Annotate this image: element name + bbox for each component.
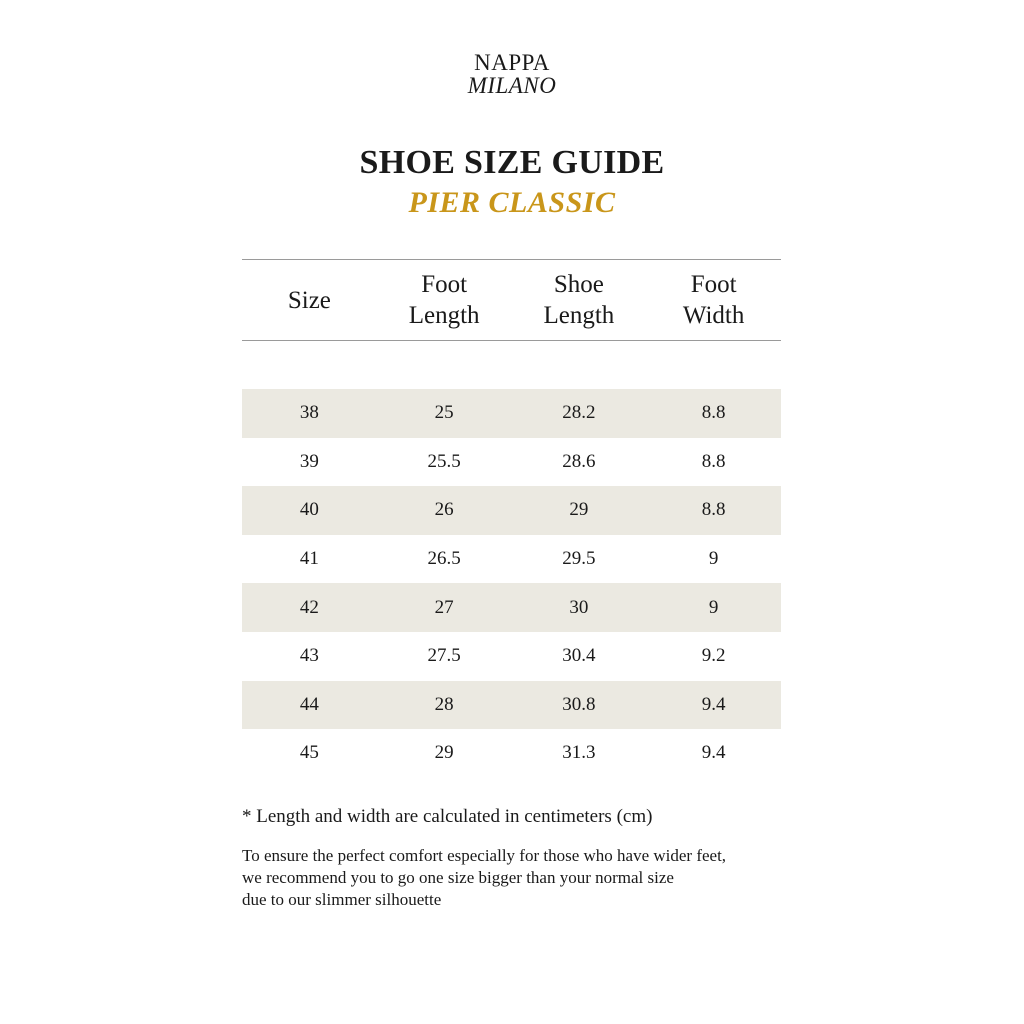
cell-size: 40 bbox=[299, 499, 319, 521]
cell-foot-width: 9.2 bbox=[701, 645, 726, 667]
recommendation-line: due to our slimmer silhouette bbox=[242, 890, 442, 909]
cell-foot-length: 27 bbox=[434, 596, 454, 618]
cell-foot-width: 8.8 bbox=[701, 499, 726, 521]
table-row bbox=[242, 438, 781, 487]
table-row bbox=[242, 486, 781, 535]
cell-foot-length: 26 bbox=[434, 499, 454, 521]
header-label: Width bbox=[682, 302, 745, 329]
cell-shoe-length: 29 bbox=[569, 499, 589, 521]
page-subtitle: PIER CLASSIC bbox=[408, 186, 616, 219]
header-foot-width bbox=[646, 269, 781, 331]
size-table bbox=[242, 259, 781, 764]
header-size bbox=[242, 285, 377, 316]
cell-foot-width: 9 bbox=[708, 548, 719, 570]
table-row bbox=[242, 632, 781, 681]
cell-foot-length: 25 bbox=[434, 402, 454, 424]
units-note: * Length and width are calculated in centimeters (cm) bbox=[242, 806, 653, 827]
cell-shoe-length: 30.8 bbox=[562, 693, 596, 715]
table-row bbox=[242, 583, 781, 632]
recommendation-line: we recommend you to go one size bigger than your normal size bbox=[242, 868, 674, 887]
brand-name-bottom: MILANO bbox=[467, 73, 557, 98]
page-title: SHOE SIZE GUIDE bbox=[359, 144, 665, 181]
cell-size: 44 bbox=[299, 693, 319, 715]
header-label: Size bbox=[287, 286, 331, 314]
cell-foot-width: 9 bbox=[708, 596, 719, 618]
cell-foot-width: 9.4 bbox=[701, 742, 726, 764]
header-label: Foot bbox=[690, 271, 737, 298]
table-body bbox=[242, 389, 781, 778]
cell-foot-width: 9.4 bbox=[701, 693, 726, 715]
table-row bbox=[242, 729, 781, 778]
cell-foot-length: 27.5 bbox=[427, 645, 461, 667]
cell-shoe-length: 30.4 bbox=[562, 645, 596, 667]
recommendation-text bbox=[242, 845, 726, 911]
header-label: Shoe bbox=[553, 271, 604, 298]
brand-name-top: NAPPA bbox=[474, 50, 550, 75]
cell-foot-length: 28 bbox=[434, 693, 454, 715]
header-label: Length bbox=[543, 302, 615, 329]
recommendation-line: To ensure the perfect comfort especially for those who have wider feet, bbox=[242, 846, 727, 865]
header-label: Length bbox=[408, 302, 480, 329]
header-label: Foot bbox=[421, 271, 468, 298]
cell-size: 41 bbox=[299, 548, 319, 570]
cell-foot-length: 25.5 bbox=[427, 450, 461, 472]
cell-size: 39 bbox=[299, 450, 319, 472]
cell-foot-length: 29 bbox=[434, 742, 454, 764]
header-foot-length bbox=[377, 269, 512, 331]
table-row bbox=[242, 681, 781, 730]
cell-shoe-length: 28.2 bbox=[562, 402, 596, 424]
cell-size: 42 bbox=[299, 596, 319, 618]
cell-foot-width: 8.8 bbox=[701, 450, 726, 472]
cell-shoe-length: 28.6 bbox=[562, 450, 596, 472]
cell-size: 45 bbox=[299, 742, 319, 764]
table-row bbox=[242, 389, 781, 438]
table-row bbox=[242, 535, 781, 584]
cell-foot-length: 26.5 bbox=[427, 548, 461, 570]
cell-shoe-length: 31.3 bbox=[562, 742, 596, 764]
cell-shoe-length: 30 bbox=[569, 596, 589, 618]
cell-size: 43 bbox=[299, 645, 319, 667]
header-shoe-length bbox=[512, 269, 647, 331]
cell-size: 38 bbox=[299, 402, 319, 424]
cell-shoe-length: 29.5 bbox=[562, 548, 596, 570]
cell-foot-width: 8.8 bbox=[701, 402, 726, 424]
table-header bbox=[242, 259, 781, 341]
